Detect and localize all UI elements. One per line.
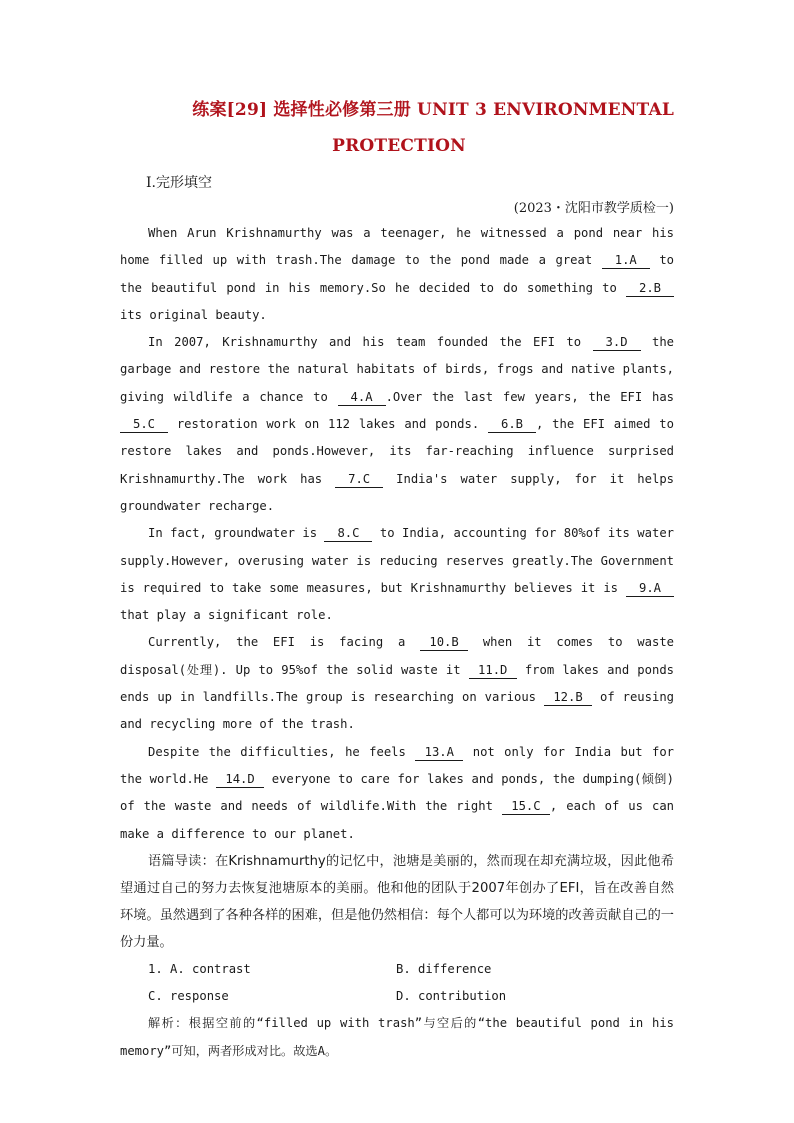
passage-text: India's water supply, for it helps groundwater recharge. (120, 471, 674, 513)
passage-text: of reusing and recycling more of the trash. (120, 690, 674, 732)
passage-text: to India, accounting for 80%of its water supply.However, overusing water is reducing reserves greatly.The Government is required to take some measures, but Krishnamurthy believes it is (120, 526, 674, 595)
passage-text: not only for India but for the world.He (120, 744, 674, 786)
question-1-options (148, 956, 674, 1011)
answer-blank-4: 4.A (338, 389, 386, 406)
passage-paragraph-5 (120, 739, 674, 848)
passage-text: everyone to care for lakes and ponds, the dumping(倾倒) of the waste and needs of wildlife.With the right (120, 771, 674, 814)
answer-blank-2: 2.B (626, 280, 674, 297)
answer-blank-14: 14.D (216, 771, 264, 788)
answer-blank-11: 11.D (469, 662, 517, 679)
answer-blank-1: 1.A (602, 252, 650, 269)
passage-text: from lakes and ponds ends up in landfills.The group is researching on various (120, 662, 674, 705)
answer-blank-5: 5.C (120, 416, 168, 433)
passage-text: , the EFI aimed to restore lakes and ponds.However, its far-reaching influence surprised Krishnamurthy.The work has (120, 417, 674, 486)
passage-text: , each of us can make a difference to our planet. (120, 799, 675, 841)
worksheet-page (120, 92, 674, 1065)
passage-text: restoration work on 112 lakes and ponds. (168, 417, 488, 432)
passage-text: when it comes to waste disposal(处理). Up to 95%of the solid waste it (120, 635, 674, 677)
answer-blank-3: 3.D (593, 334, 641, 351)
option-d: D. contribution (396, 989, 507, 1004)
answer-blank-15: 15.C (502, 798, 550, 815)
passage-text: to the beautiful pond in his memory.So he decided to do something to (120, 253, 674, 295)
passage-text: that play a significant role. (120, 608, 333, 623)
answer-blank-8: 8.C (324, 525, 372, 542)
passage-text: In 2007, Krishnamurthy and his team founded the EFI to (148, 335, 593, 350)
title-line-2: PROTECTION (332, 136, 466, 156)
reading-guide: 语篇导读：在Krishnamurthy的记忆中，池塘是美丽的，然而现在却充满垃圾，因此他希望通过自己的努力去恢复池塘原本的美丽。他和他的团队于2007年创办了EFI，旨在改善自然环境。虽然遇到了各种各样的困难，但是他仍然相信：每个人都可以为环境的改善贡献自己的一份力量。 (120, 853, 674, 950)
answer-blank-6: 6.B (488, 416, 536, 433)
passage-paragraph-3 (120, 520, 674, 629)
passage-paragraph-4 (120, 629, 674, 738)
passage-paragraph-1 (120, 220, 674, 329)
answer-blank-10: 10.B (420, 634, 468, 651)
answer-blank-12: 12.B (544, 689, 592, 706)
passage-text: .Over the last few years, the EFI has (385, 389, 674, 404)
answer-blank-9: 9.A (626, 580, 674, 597)
section-title: Ⅰ.完形填空 (146, 175, 212, 191)
passage-text: its original beauty. (120, 307, 267, 322)
passage-text: the garbage and restore the natural habitats of birds, frogs and native plants, giving wildlife a chance to (120, 335, 674, 404)
title-line-1: 练案[29] 选择性必修第三册 UNIT 3 ENVIRONMENTAL (192, 100, 674, 120)
answer-blank-7: 7.C (335, 471, 383, 488)
passage-paragraph-2 (120, 329, 674, 520)
passage-text: In fact, groundwater is (148, 526, 325, 541)
option-b: B. difference (396, 961, 492, 976)
answer-blank-13: 13.A (415, 744, 463, 761)
option-c: C. response (148, 989, 229, 1004)
passage-text: When Arun Krishnamurthy was a teenager, he witnessed a pond near his home filled up with trash.The damage to the pond made a great (120, 226, 674, 268)
option-a: 1. A. contrast (148, 961, 251, 976)
question-1-analysis: 解析：根据空前的“filled up with trash”与空后的“the beautiful pond in his memory”可知，两者形成对比。故选A。 (120, 1016, 674, 1058)
page-title (124, 92, 674, 164)
passage-text: Currently, the EFI is facing a (148, 635, 421, 650)
passage-text: Despite the difficulties, he feels (148, 744, 416, 759)
source-note: (2023・沈阳市教学质检一) (513, 201, 674, 216)
